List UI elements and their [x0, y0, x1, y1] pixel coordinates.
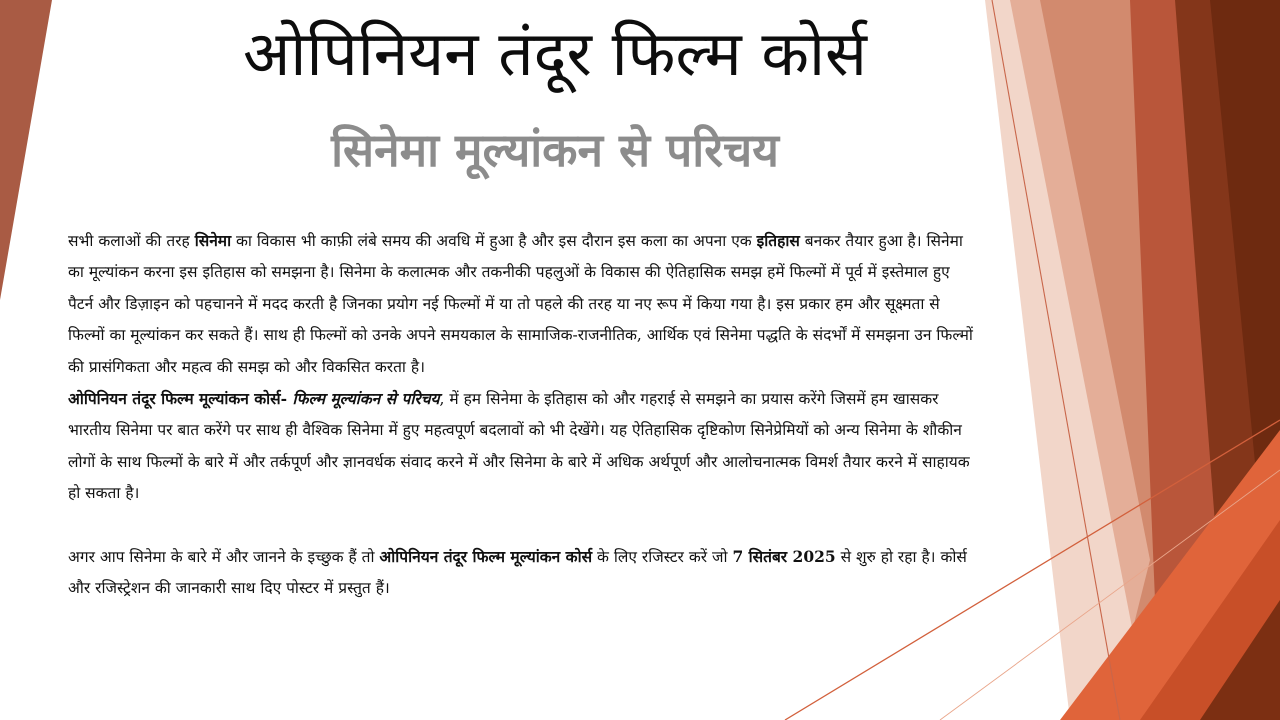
- text-segment: सभी कलाओं की तरह: [68, 232, 195, 250]
- bold-start-date: 7 सितंबर 2025: [732, 546, 836, 566]
- text-segment: , में हम सिनेमा के इतिहास को और गहराई से समझने का प्रयास करेंगे जिसमें हम खासकर भारतीय सिनेमा पर बात करेंगे पर साथ ही वैश्विक सिनेमा में हुए महत्वपूर्ण बदलावों को भी देखेंगे। यह ऐतिहासिक दृष्टिकोण सिनेप्रेमियों को अन्य सिनेमा के शौकीन लोगों के साथ फिल्मों के बारे में और तर्कपूर्ण और ज्ञानवर्धक संवाद करने में और सिनेमा के बारे में अधिक अर्थपूर्ण और आलोचनात्मक विमर्श तैयार करने में साहायक हो सकता है।: [68, 390, 970, 503]
- text-segment: बनकर तैयार हुआ है। सिनेमा का मूल्यांकन करना इस इतिहास को समझना है। सिनेमा के कलात्मक और तकनीकी पहलुओं के विकास की ऐतिहासिक समझ हमें फिल्मों में पूर्व में इस्तेमाल हुए पैटर्न और डिज़ाइन को पहचानने में मदद करती है जिनका प्रयोग नई फिल्मों में या तो पहले की तरह या नए रूप में किया गया है। इस प्रकार हम और सूक्ष्मता से फिल्मों का मूल्यांकन कर सकते हैं। साथ ही फिल्मों को उनके अपने समयकाल के सामाजिक-राजनीतिक, आर्थिक एवं सिनेमा पद्धति के संदर्भों में समझना उन फिल्मों की प्रासंगिकता और महत्व की समझ को और विकसित करता है।: [68, 232, 973, 376]
- text-segment: से शुरु हो रहा है। कोर्स और रजिस्ट्रेशन की जानकारी साथ दिए पोस्टर में प्रस्तुत हैं।: [68, 547, 967, 598]
- paragraph-course: [68, 383, 978, 510]
- text-segment: अगर आप सिनेमा के बारे में और जानने के इच्छुक हैं तो: [68, 547, 380, 566]
- bold-course-name: ओपिनियन तंदूर फिल्म मूल्यांकन कोर्स: [379, 546, 593, 566]
- bold-term: सिनेमा: [194, 231, 232, 250]
- left-accent-strip: [0, 0, 52, 300]
- paragraph-spacer: [68, 510, 978, 541]
- italic-course-title: फिल्म मूल्यांकन से परिचय: [292, 389, 440, 409]
- bold-term: इतिहास: [756, 231, 800, 250]
- paragraph-intro: [68, 225, 978, 383]
- page-title: ओपिनियन तंदूर फिल्म कोर्स: [243, 17, 867, 90]
- text-segment: के लिए रजिस्टर करें जो: [592, 547, 733, 566]
- paragraph-registration: [68, 541, 978, 605]
- page-subtitle: सिनेमा मूल्यांकन से परिचय: [331, 123, 779, 177]
- text-segment: का विकास भी काफ़ी लंबे समय की अवधि में हुआ है और इस दौरान इस कला का अपना एक: [231, 232, 757, 250]
- body-text: [68, 225, 978, 604]
- bold-course-name: ओपिनियन तंदूर फिल्म मूल्यांकन कोर्स-: [68, 389, 293, 409]
